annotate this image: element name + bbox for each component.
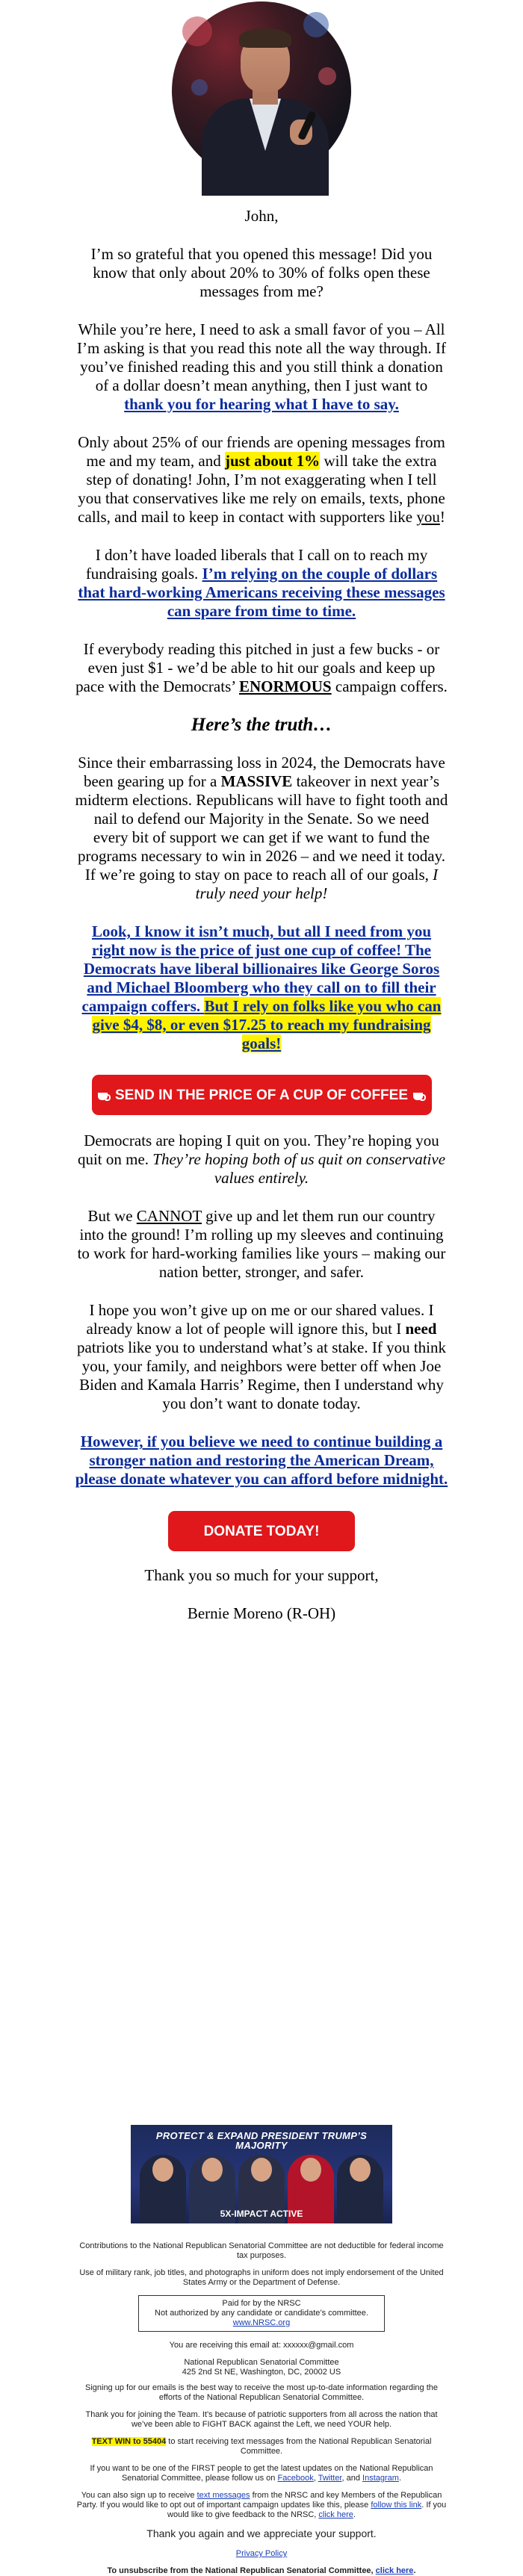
thank-you-link[interactable]: thank you for hearing what I have to say. [124, 395, 399, 413]
org-name: National Republican Senatorial Committee [184, 2358, 339, 2367]
send-coffee-button[interactable] [92, 1075, 432, 1115]
paragraph-10-text-a: I hope you won’t give up on me or our shared values. I already know a lot of people will ignore this, but I [86, 1301, 434, 1338]
coffee-link-text: Look, I know it isn’t much, but all I need from you right now is the price of just one cup of coffee! The Democrats have liberal billionaires like George Soros and Michael Bloomberg who they call on to fill their campaign coffers. [81, 922, 440, 1015]
unsubscribe-line [75, 2566, 448, 2576]
paid-for-line: Paid for by the NRSC [222, 2299, 301, 2308]
unsubscribe-link[interactable]: click here [375, 2566, 414, 2575]
follow-us-line [75, 2464, 448, 2483]
paragraph-3-text-b: will take the extra step of donating! John, I’m not exaggerating when I tell you that conservatives like me rely on emails, texts, phone calls, and mail to keep in contact with supporters like [78, 452, 445, 526]
paragraph-10-text-b: patriots like you to understand what’s at stake. If you think you, your family, and neighbors were better off when Joe Biden and Kamala Harris’ Regime, then I understand why you don’t want to donate today. [77, 1338, 446, 1412]
paragraph-6-text-b: takeover in next year’s midterm elections. Republicans will have to fight tooth and nail to defend our Majority in the Senate. So we need every bit of support we can get if we want to fund the programs necessary to win in 2026 – and we need it today. If we’re going to stay on pace to reach all of our goals, [75, 772, 448, 884]
paragraph-8 [75, 1132, 448, 1188]
paragraph-6-text-a: Since their embarrassing loss in 2024, the Democrats have been gearing up for a [78, 754, 445, 790]
paragraph-3-end: ! [439, 508, 445, 526]
majority-banner[interactable] [131, 2125, 392, 2223]
need-bold: need [405, 1320, 437, 1338]
paragraph-3 [75, 433, 448, 527]
military-disclaimer: Use of military rank, job titles, and photographs in uniform does not imply endorsement of the United States Army or the Department of Defense. [79, 2268, 444, 2287]
banner-label: 5X-IMPACT ACTIVE [220, 2209, 303, 2219]
text-messages-text-a: You can also sign up to receive [81, 2491, 197, 2500]
paragraph-5-text-a: If everybody reading this pitched in just a few bucks - or even just $1 - we’d be able to hit our goals and keep up pace with the Democrats’ [75, 640, 440, 695]
tax-disclaimer: Contributions to the National Republican Senatorial Committee are not deductible for federal income tax purposes. [79, 2241, 444, 2260]
paragraph-9 [75, 1207, 448, 1282]
thank-team-line: Thank you for joining the Team. It’s because of patriotic supporters from all across the nation that we’ve been able to FIGHT BACK against the Left, we need YOUR help. [85, 2410, 438, 2429]
signature: Bernie Moreno (R-OH) [187, 1604, 336, 1622]
paragraph-7 [75, 922, 448, 1053]
paragraph-1: I’m so grateful that you opened this message! Did you know that only about 20% to 30% of folks open these messages from me? [90, 245, 433, 300]
coffee-cup-icon [412, 1089, 426, 1101]
follow-us-text: If you want to be one of the FIRST people to get the latest updates on the National Republican Senatorial Committee, please follow us on [90, 2464, 433, 2483]
coffee-link-highlight: But I rely on folks like you who can give $4, $8, or even $17.25 to reach my fundraising goals! [92, 997, 442, 1052]
separator: . [398, 2474, 402, 2483]
paragraph-4-text: I don’t have loaded liberals that I call on to reach my fundraising goals. [85, 546, 428, 583]
senator-photo [172, 1, 351, 181]
enormous-text: ENORMOUS [238, 677, 332, 695]
privacy-policy-link[interactable]: Privacy Policy [235, 2549, 288, 2558]
send-coffee-button-label: SEND IN THE PRICE OF A CUP OF COFFEE [115, 1087, 408, 1103]
separator: , [313, 2474, 318, 2483]
cannot-underline: CANNOT [136, 1207, 202, 1225]
appreciate-line: Thank you again and we appreciate your support. [146, 2527, 377, 2539]
paragraph-8-text: Democrats are hoping I quit on you. They’re hoping you quit on me. [77, 1132, 439, 1168]
letter-body [75, 207, 448, 1623]
text-messages-text-c: . If you would like to give feedback to the NRSC, [167, 2501, 447, 2519]
need-help-text: I truly need your help! [195, 866, 439, 902]
paragraph-8-italic: They’re hoping both of us quit on conservative values entirely. [152, 1150, 446, 1187]
paragraph-3-text-a: Only about 25% of our friends are opening messages from me and my team, and [78, 433, 445, 470]
relying-link[interactable]: I’m relying on the couple of dollars that hard-working Americans receiving these messages can spare from time to time. [78, 565, 445, 620]
text-messages-text-b: from the NRSC and key Members of the Republican Party. If you would like to opt out of important campaign updates like this, please [76, 2491, 442, 2510]
paragraph-5-text-b: campaign coffers. [331, 677, 448, 695]
signup-info: Signing up for our emails is the best way to receive the most up-to-date information regarding the efforts of the National Republican Senatorial Committee. [84, 2383, 439, 2402]
separator: . [413, 2566, 416, 2575]
massive-text: MASSIVE [220, 772, 293, 790]
instagram-link[interactable]: Instagram [362, 2474, 399, 2483]
separator: . [353, 2510, 356, 2519]
truth-heading: Here’s the truth… [191, 715, 332, 735]
closing-line: Thank you so much for your support, [144, 1566, 379, 1584]
feedback-link[interactable]: click here [318, 2510, 353, 2519]
nrsc-site-link[interactable]: www.NRSC.org [232, 2318, 291, 2327]
paragraph-2-text: While you’re here, I need to ask a small favor of you – All I’m asking is that you read this note all the way through. If you’ve finished reading this and you still think a donation of a dollar doesn’t mean anything, then I just want to [77, 320, 446, 394]
coffee-cup-icon [97, 1089, 111, 1101]
org-address: 425 2nd St NE, Washington, DC, 20002 US [182, 2368, 341, 2377]
donate-midnight-link[interactable]: However, if you believe we need to continue building a stronger nation and restoring the American Dream, please donate whatever you can afford before midnight. [75, 1433, 448, 1488]
paragraph-6 [75, 754, 448, 903]
hero-photo-wrap [0, 0, 523, 181]
greeting: John, [244, 207, 279, 225]
text-messages-line [75, 2491, 448, 2520]
paragraph-11 [75, 1433, 448, 1489]
unsubscribe-text: To unsubscribe from the National Republican Senatorial Committee, [107, 2566, 376, 2575]
coffee-link[interactable] [82, 922, 442, 1052]
separator: , and [341, 2474, 363, 2483]
paragraph-9-text-b: give up and let them run our country into the ground! I’m rolling up my sleeves and continuing to work for hard-working families like yours – making our nation better, stronger, and safer. [77, 1207, 446, 1281]
banner-title: PROTECT & EXPAND PRESIDENT TRUMP’S MAJORITY [155, 2130, 368, 2151]
footer [0, 2125, 523, 2576]
text-win-highlight: TEXT WIN to 55404 [91, 2437, 167, 2446]
donate-today-button[interactable]: DONATE TODAY! [168, 1511, 355, 1551]
facebook-link[interactable]: Facebook [277, 2474, 314, 2483]
paragraph-4 [75, 546, 448, 621]
receiving-email-line: You are receiving this email at: xxxxxx@gmail.com [169, 2341, 354, 2350]
twitter-link[interactable]: Twitter [318, 2474, 342, 2483]
paragraph-5 [75, 640, 448, 696]
opt-out-link[interactable]: follow this link [371, 2501, 422, 2510]
paid-for-box [138, 2295, 385, 2332]
one-percent-highlight: just about 1% [224, 452, 321, 470]
text-win-line [75, 2437, 448, 2456]
paragraph-2 [75, 320, 448, 414]
paragraph-10 [75, 1301, 448, 1413]
you-underline: you [416, 508, 440, 526]
not-authorized-line: Not authorized by any candidate or candidate’s committee. [155, 2309, 368, 2318]
text-messages-link[interactable]: text messages [196, 2491, 250, 2500]
text-win-rest: to start receiving text messages from the National Republican Senatorial Committee. [166, 2437, 432, 2456]
paragraph-9-text-a: But we [87, 1207, 137, 1225]
